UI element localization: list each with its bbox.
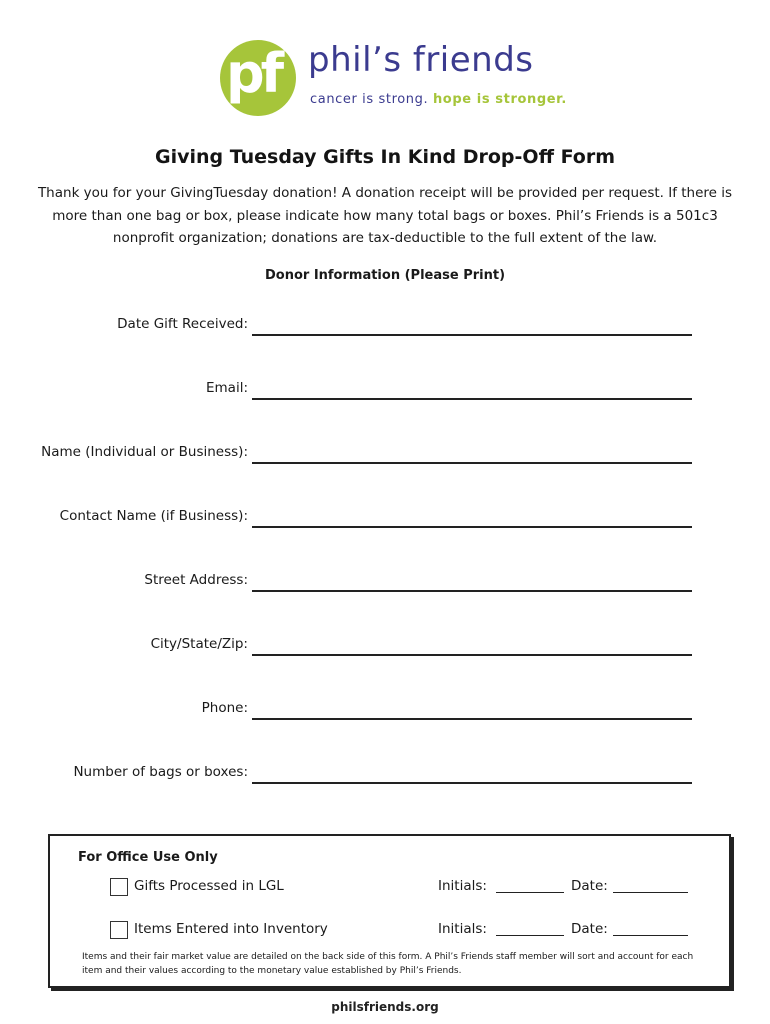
field-label: Phone: — [201, 700, 248, 716]
form-title: Giving Tuesday Gifts In Kind Drop-Off Form — [154, 146, 616, 168]
items-entered-checkbox[interactable] — [110, 921, 128, 939]
donor-section-heading: Donor Information (Please Print) — [264, 268, 506, 283]
initials-input[interactable] — [496, 892, 564, 893]
logo-name: phil’s friends — [308, 40, 534, 80]
tagline-part2: hope is stronger. — [432, 92, 567, 107]
street-address-input[interactable] — [252, 590, 692, 592]
contact-name-input[interactable] — [252, 526, 692, 528]
office-use-box — [48, 834, 731, 988]
pf-logo-icon — [220, 40, 296, 116]
field-label: City/State/Zip: — [150, 636, 248, 652]
field-label: Name (Individual or Business): — [41, 444, 248, 460]
logo-tagline — [310, 92, 567, 107]
field-label: Contact Name (if Business): — [59, 508, 248, 524]
field-phone — [0, 700, 770, 722]
number-of-bags-input[interactable] — [252, 782, 692, 784]
date-input[interactable] — [613, 892, 688, 893]
office-note: Items and their fair market value are detailed on the back side of this form. A Phil’s Friends staff member will sort and account for each item and their values according to the monetary value established by Phil’s Friends. — [82, 952, 694, 976]
city-state-zip-input[interactable] — [252, 654, 692, 656]
tagline-part1: cancer is strong. — [310, 92, 429, 107]
field-label: Date Gift Received: — [117, 316, 248, 332]
field-contact-name — [0, 508, 770, 530]
date-input[interactable] — [613, 935, 688, 936]
office-row-items-entered — [50, 921, 729, 943]
field-label: Email: — [205, 380, 248, 396]
field-city-state-zip — [0, 636, 770, 658]
field-number-of-bags — [0, 764, 770, 786]
office-row-label: Items Entered into Inventory — [134, 921, 328, 937]
logo-mark: pf — [226, 42, 281, 105]
field-street-address — [0, 572, 770, 594]
field-label: Street Address: — [144, 572, 248, 588]
initials-label: Initials: — [438, 921, 487, 937]
phils-friends-logo — [220, 40, 567, 120]
field-label: Number of bags or boxes: — [73, 764, 248, 780]
intro-paragraph: Thank you for your GivingTuesday donation! A donation receipt will be provided per request. If there is more than one bag or box, please indicate how many total bags or boxes. Phil’s Friends is a 501c3 nonprofit organization; donations are tax-deductible to the full extent of the law. — [37, 185, 733, 246]
date-label: Date: — [571, 921, 608, 937]
name-input[interactable] — [252, 462, 692, 464]
field-date-gift-received — [0, 316, 770, 338]
gifts-processed-checkbox[interactable] — [110, 878, 128, 896]
office-row-label: Gifts Processed in LGL — [134, 878, 284, 894]
date-label: Date: — [571, 878, 608, 894]
footer-website[interactable]: philsfriends.org — [331, 1000, 439, 1014]
initials-label: Initials: — [438, 878, 487, 894]
office-use-title: For Office Use Only — [78, 850, 218, 865]
email-input[interactable] — [252, 398, 692, 400]
initials-input[interactable] — [496, 935, 564, 936]
field-email — [0, 380, 770, 402]
office-row-gifts-processed — [50, 878, 729, 900]
field-name — [0, 444, 770, 466]
date-gift-received-input[interactable] — [252, 334, 692, 336]
phone-input[interactable] — [252, 718, 692, 720]
